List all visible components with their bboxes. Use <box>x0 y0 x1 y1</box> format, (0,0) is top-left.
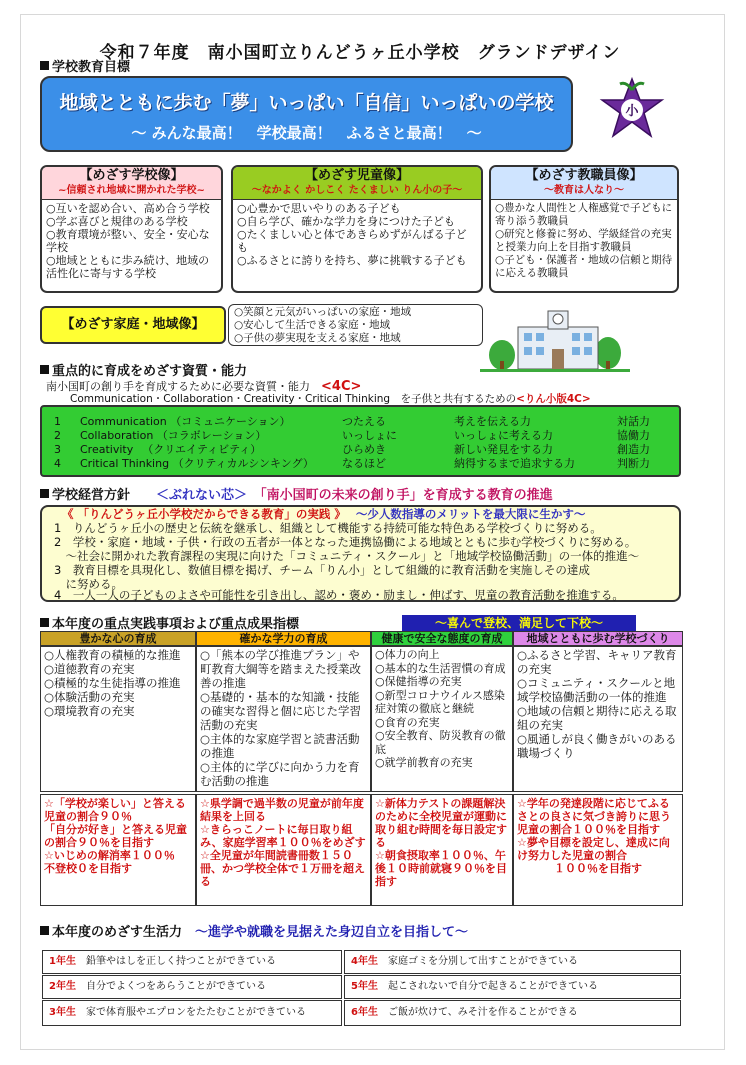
competency-keyword: いっしょに <box>342 429 397 442</box>
competency-description: 納得するまで追求する力 <box>454 457 575 470</box>
life-skill-text: 家で体育服やエプロンをたたむことができている <box>85 1007 306 1018</box>
policy-item: ～社会に開かれた教育課程の実現に向けた「コミュニティ・スクール」と「地域学校協働活動」の一体的推進～ <box>54 549 640 563</box>
education-goal-heading-text: 学校教育目標 <box>52 60 131 75</box>
life-skill-row <box>344 975 681 999</box>
life-skill-row <box>344 950 681 974</box>
policy-tag2: 「南小国町の未来の創り手」を育成する教育の推進 <box>260 488 553 503</box>
life-skills-slogan: ～進学や就職を見据えた身辺自立を目指して～ <box>195 925 469 940</box>
competency-no: 2 <box>54 429 61 442</box>
result-item: ☆朝食摂取率１００％、午後１０時前就寝９０％を目指す <box>375 849 507 888</box>
policy-tag1: ＜ぶれない芯＞ <box>156 488 248 503</box>
school-image-list <box>42 200 221 282</box>
list-item: ○主体的な家庭学習と読書活動の推進 <box>200 732 360 760</box>
list-item: ○学ぶ喜びと規律のある学校 <box>46 215 188 228</box>
list-item: ○就学前教育の充実 <box>375 756 473 769</box>
list-item: ○教育環境が整い、安全・安心な学校 <box>46 228 210 254</box>
practice-slogan: ～喜んで登校、満足して下校～ <box>402 615 636 631</box>
student-image-head <box>233 167 481 200</box>
practice-results-1 <box>196 794 371 906</box>
practice-col-head <box>40 631 196 646</box>
list-item: ○笑顔と元気がいっぱいの家庭・地域 <box>234 306 412 318</box>
staff-image-title: 【めざす教職員像】 <box>525 168 643 183</box>
list-item: ○基礎的・基本的な知識・技能の確実な習得と個に応じた学習活動の充実 <box>200 690 361 732</box>
list-item: ○道徳教育の充実 <box>44 662 135 676</box>
list-item: ○安全教育、防災教育の徹底 <box>375 729 506 756</box>
result-item: ☆夢や目標を設定し、達成に向け努力した児童の割合 <box>517 836 670 862</box>
practice-results-2 <box>371 794 513 906</box>
competency-name: Creativity （クリエイティビティ） <box>80 443 262 456</box>
list-item: ○心豊かで思いやりのある子ども <box>237 202 401 215</box>
policy-item: 2 学校・家庭・地域・子供・行政の五者が一体となった連携協働による地域とともに歩む学校づくりに努める。 <box>54 535 637 549</box>
result-item: 「自分が好き」と答える児童の割合９０％を目指す <box>44 823 187 849</box>
policy-item: 4 一人一人の子どものよさや可能性を引き出し、認め・褒め・励まし・伸ばす、児童の教育活動を推進する。 <box>54 588 624 602</box>
list-item: ○たくましい心と体であきらめずがんばる子ども <box>237 228 467 254</box>
table-row <box>42 443 679 457</box>
table-row <box>42 457 679 471</box>
result-item: ☆全児童が年間読書冊数１５０冊、かつ学校全体で１万冊を超える <box>200 849 365 888</box>
list-item: ○地域の信頼と期待に応える取組の充実 <box>517 704 677 732</box>
competency-keyword: つたえる <box>342 415 386 428</box>
competencies-heading-text: 重点的に育成をめざす資質・能力 <box>52 364 248 379</box>
result-item: ☆学年の発達段階に応じてふるさとの良さに気づき誇りに思う児童の割合１００％を目指す <box>517 797 671 836</box>
list-item: ○基本的な生活習慣の育成 <box>375 661 506 675</box>
staff-image-card <box>489 165 679 293</box>
grade-label: 5年生 <box>351 981 378 992</box>
competency-no: 4 <box>54 457 61 470</box>
competencies-intro <box>46 380 361 393</box>
grade-label: 4年生 <box>351 956 378 967</box>
practice-col-title: 確かな学力の育成 <box>239 632 328 645</box>
competency-ability: 協働力 <box>617 429 650 442</box>
policy-item: 1 りんどうヶ丘小の歴史と伝統を継承し、組織として機能する持続可能な特色ある学校づくりに努める。 <box>54 521 602 535</box>
education-goal-main: 地域とともに歩む「夢」いっぱい「自信」いっぱいの学校 <box>59 92 554 114</box>
school-emblem-char: 小 <box>625 104 639 119</box>
practice-col-title: 健康で安全な態度の育成 <box>381 632 503 645</box>
list-item: ○互いを認め合い、高め合う学校 <box>46 202 210 215</box>
student-image-card <box>231 165 483 293</box>
list-item: ○研究と修養に努め、学級経営の充実と授業力向上を目指す教職員 <box>495 228 672 253</box>
competencies-intro-tag: <4C> <box>321 379 362 394</box>
policy-item: に努める。 <box>54 577 123 591</box>
practice-results-3 <box>513 794 683 906</box>
staff-image-head <box>491 167 677 200</box>
list-item: ○主体的に学びに向かう力を育む活動の推進 <box>200 760 360 788</box>
student-image-list <box>233 200 481 269</box>
competencies-heading <box>40 364 247 379</box>
list-item: ○豊かな人間性と人権感覚で子どもに寄り添う教職員 <box>495 202 673 227</box>
grade-label: 2年生 <box>49 981 76 992</box>
list-item: ○環境教育の充実 <box>44 704 135 718</box>
list-item: ○自ら学び、確かな学力を身につけた子ども <box>237 215 455 228</box>
life-skill-text: 自分でよくつをあらうことができている <box>85 981 266 992</box>
competency-name: Critical Thinking （クリティカルシンキング） <box>80 457 314 470</box>
competency-name: Communication （コミュニケーション） <box>80 415 291 428</box>
grade-label: 6年生 <box>351 1007 378 1018</box>
result-item: １００％を目指す <box>554 862 642 875</box>
table-row <box>42 429 679 443</box>
list-item: ○新型コロナウイルス感染症対策の徹底と継続 <box>375 688 505 715</box>
list-item: ○安心して生活できる家庭・地域 <box>234 319 391 331</box>
practice-heading-text: 本年度の重点実践事項および重点成果指標 <box>52 617 300 632</box>
policy-heading <box>40 488 553 503</box>
practice-col-title: 地域とともに歩む学校づくり <box>526 632 670 645</box>
school-image-title: 【めざす学校像】 <box>79 168 184 183</box>
practice-items-0 <box>40 646 196 792</box>
staff-image-subtitle: ～教育は人なり～ <box>544 185 624 196</box>
result-item: ☆いじめの解消率１００％ <box>44 849 175 862</box>
list-item: ○食育の充実 <box>375 715 440 729</box>
competency-ability: 創造力 <box>617 443 650 456</box>
competency-description: 新しい発見をする力 <box>454 443 553 456</box>
list-item: ○地域とともに歩み続け、地域の活性化に寄与する学校 <box>46 254 210 280</box>
page-title: 令和７年度 南小国町立りんどうヶ丘小学校 グランドデザイン <box>99 43 621 63</box>
competencies-table <box>40 405 681 477</box>
practice-items-1 <box>196 646 371 792</box>
school-image-subtitle: ~信頼され地域に開かれた学校~ <box>58 185 205 196</box>
list-item: ○ふるさと学習、キャリア教育の充実 <box>517 648 677 676</box>
competency-name: Collaboration （コラボレーション） <box>80 429 267 442</box>
table-row <box>42 415 679 429</box>
student-image-subtitle: ～なかよく かしこく たくましい りん小の子～ <box>251 185 463 196</box>
list-item: ○人権教育の積極的な推進 <box>44 648 181 662</box>
life-skill-row <box>344 1000 681 1026</box>
life-skill-row <box>42 1000 342 1026</box>
competency-no: 1 <box>54 415 61 428</box>
family-image-title: 【めざす家庭・地域像】 <box>40 306 226 344</box>
grade-label: 3年生 <box>49 1007 76 1018</box>
school-image-card <box>40 165 223 293</box>
practice-col-head <box>196 631 371 646</box>
life-skill-text: 鉛筆やはしを正しく持つことができている <box>85 956 276 967</box>
list-item: ○体力の向上 <box>375 648 440 661</box>
policy-banner-right: ～少人数指導のメリットを最大限に生かす～ <box>355 507 586 521</box>
list-item: ○ふるさとに誇りを持ち、夢に挑戦する子ども <box>237 254 467 267</box>
result-item: 不登校０を目指す <box>44 862 132 875</box>
competency-description: 考えを伝える力 <box>454 415 531 428</box>
list-item: ○保健指導の充実 <box>375 675 462 688</box>
life-skill-text: 家庭ゴミを分別して出すことができている <box>387 956 578 967</box>
education-goal-heading <box>40 60 130 75</box>
practice-results-0 <box>40 794 196 906</box>
result-item: ☆「学校が楽しい」と答える児童の割合９０％ <box>44 797 186 823</box>
result-item: ☆きらっこノートに毎日取り組み、家庭学習率１００％をめざす <box>200 823 366 849</box>
competencies-line2-text: Communication・Collaboration・Creativity・Critical Thinking を子供と共有するための <box>70 393 517 405</box>
policy-banner <box>62 506 585 522</box>
list-item: ○コミュニティ・スクールと地域学校協働活動の一体的推進 <box>517 676 676 704</box>
competency-keyword: なるほど <box>342 457 386 470</box>
competencies-line2-tag: <りん小版4C> <box>516 393 591 405</box>
student-image-title: 【めざす児童像】 <box>304 168 409 183</box>
list-item: ○子ども・保護者・地域の信頼と期待に応える教職員 <box>495 254 673 279</box>
competency-description: いっしょに考える力 <box>454 429 553 442</box>
life-skill-text: 起こされないで自分で起きることができている <box>387 981 598 992</box>
competency-no: 3 <box>54 443 61 456</box>
list-item: ○「熊本の学び推進プラン」や町教育大綱等を踏まえた授業改善の推進 <box>200 648 361 690</box>
competencies-intro-text: 南小国町の創り手を育成するために必要な資質・能力 <box>46 380 310 393</box>
result-item: ☆県学調で過半数の児童が前年度結果を上回る <box>200 797 364 823</box>
policy-box <box>40 505 681 602</box>
life-skills-heading-text: 本年度のめざす生活力 <box>52 925 183 940</box>
competency-ability: 判断力 <box>617 457 650 470</box>
practice-items-2 <box>371 646 513 792</box>
staff-image-list <box>491 200 677 282</box>
life-skill-row <box>42 950 342 974</box>
practice-items-3 <box>513 646 683 792</box>
competency-ability: 対話力 <box>617 415 650 428</box>
result-item: ☆新体力テストの課題解決のために全校児童が運動に取り組む時間を毎日設定する <box>375 797 507 849</box>
practice-col-title: 豊かな心の育成 <box>79 632 157 645</box>
policy-item: 3 教育目標を具現化し、数値目標を掲げ、チーム「りん小」として組織的に教育活動を実施しその達成 <box>54 563 590 577</box>
practice-heading <box>40 617 299 632</box>
list-item: ○体験活動の充実 <box>44 690 135 704</box>
education-goal-banner <box>40 76 573 152</box>
competency-keyword: ひらめき <box>342 443 386 456</box>
list-item: ○子供の夢実現を支える家庭・地域 <box>234 332 401 344</box>
school-image-head <box>42 167 221 200</box>
school-emblem-icon <box>598 76 666 142</box>
policy-banner-left: 《 「りんどうヶ丘小学校だからできる教育」の実践 》 <box>62 507 346 521</box>
list-item: ○風通しが良く働きがいのある職場づくり <box>517 732 677 760</box>
grade-label: 1年生 <box>49 956 76 967</box>
practice-col-head <box>371 631 513 646</box>
life-skill-text: ご飯が炊けて、みそ汁を作ることができる <box>387 1007 578 1018</box>
family-image-list <box>228 304 483 346</box>
policy-heading-text: 学校経営方針 <box>52 488 131 503</box>
life-skill-row <box>42 975 342 999</box>
list-item: ○積極的な生徒指導の推進 <box>44 676 181 690</box>
education-goal-sub: ～ みんな最高！ 学校最高！ ふるさと最高！ ～ <box>131 124 482 142</box>
school-building-icon <box>480 303 630 373</box>
competencies-line2 <box>70 393 591 405</box>
practice-col-head <box>513 631 683 646</box>
life-skills-heading <box>40 925 468 940</box>
